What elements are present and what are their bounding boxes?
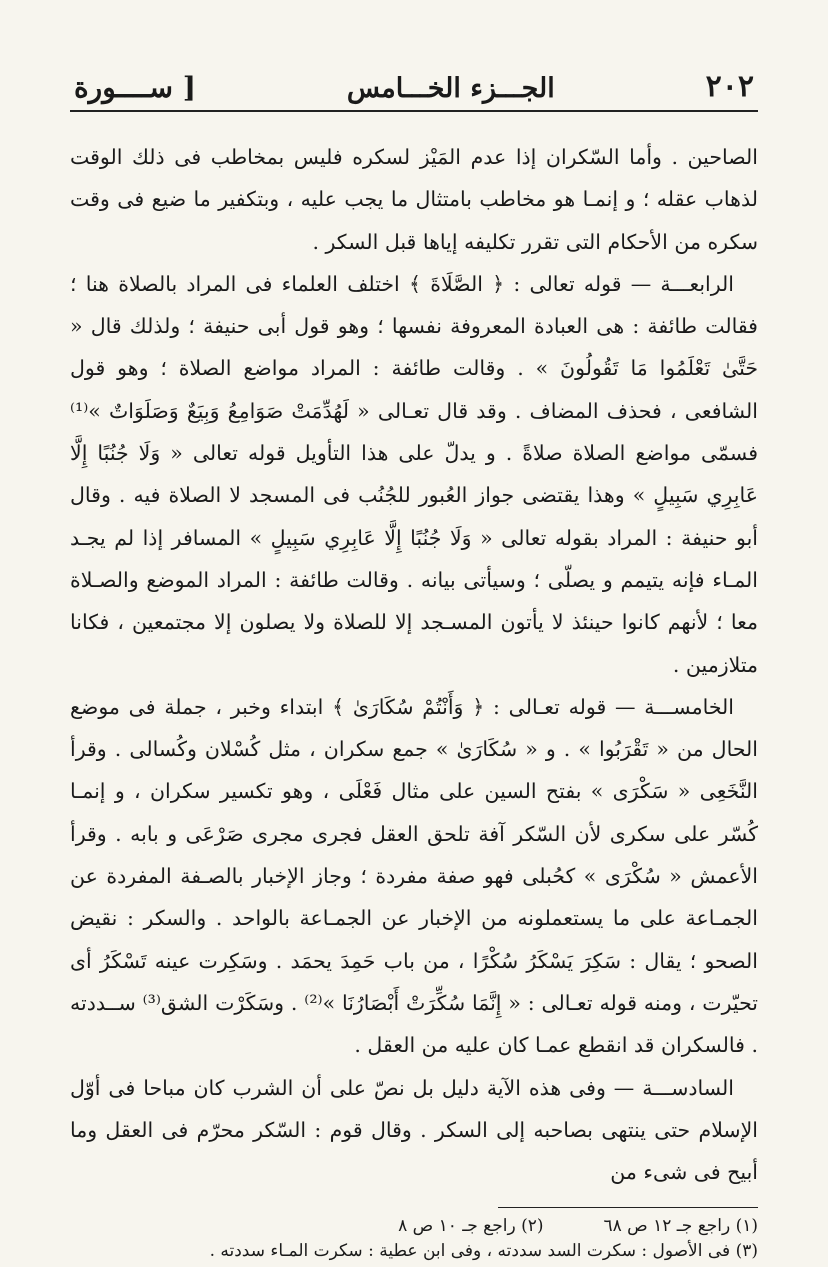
footnote-3: (٣) فى الأصول : سكرت السد سددته ، وفى ابن عطية : سكرت المـاء سددته . [209,1241,758,1262]
part-title: الجـــزء الخـــامس [346,73,555,104]
main-text [70,136,758,1193]
paragraph-1: الصاحين . وأما السّكران إذا عدم المَيْز لسكره فليس بمخاطب فى ذلك الوقت لذهاب عقله ؛ و إنمـا هو مخاطب بامتثال ما يجب عليه ، وبتكفير ما ضيع فى وقت سكره من الأحكام التى تقرر تكليفه إياها قبل السكر . [70,145,758,254]
footnotes [70,1214,758,1264]
header-rule [70,110,758,112]
page-header [70,52,758,104]
page-number: ٢٠٢ [705,69,754,104]
paragraph-4: السادســـة — وفى هذه الآية دليل بل نصّ على أن الشرب كان مباحا فى أوّل الإسلام حتى ينتهى بصاحبه إلى السكر . وقال قوم : السّكر محرّم فى العقل وما أبيح فى شىء من [70,1075,758,1185]
sura-label: [ ســــورة [74,71,196,104]
footnote-2: (٢) راجع جـ ١٠ ص ٨ [398,1216,544,1237]
paragraph-3: الخامســـة — قوله تعـالى : ﴿ وَأَنْتُمْ سُكَارَىٰ ﴾ ابتداء وخبر ، جملة فى موضع الحال من « تَقْرَبُوا » . و « سُكَارَىٰ » جمع سكران ، مثل كُسْلان وكُسالى . وقرأ النَّخَعِى « سَكْرَى » بفتح السين على مثال فَعْلَى ، وهو تكسير سكران ، و إنمـا كُسّر على سكرى لأن السّكر آفة تلحق العقل فجرى مجرى صَرْعَى و بابه . وقرأ الأعمش « سُكْرَى » كحُبلى فهو صفة مفردة ؛ وجاز الإخبار بالصـفة المفردة عن الجمـاعة على ما يستعملونه من الإخبار عن الجمـاعة بالواحد . والسكر : نقيض الصحو ؛ يقال : سَكِرَ يَسْكَرُ سُكْرًا ، من باب حَمِدَ يحمَد . وسَكِرت عينه تَسْكَرُ أى تحيّرت ، ومنه قوله تعـالى : « إِنَّمَا سُكِّرَتْ أَبْصَارُنَا »⁽²⁾ . وسَكَرْت الشق⁽³⁾ ســددته . فالسكران قد انقطع عمـا كان عليه من العقل . [70,694,759,1058]
footnote-rule [498,1207,758,1208]
footnote-row [70,1214,758,1239]
footnote-1: (١) راجع جـ ١٢ ص ٦٨ [603,1216,758,1237]
paragraph-2: الرابعـــة — قوله تعالى : ﴿ الصَّلَاةَ ﴾ اختلف العلماء فى المراد بالصلاة هنا ؛ فقالت طائفة : هى العبادة المعروفة نفسها ؛ وهو قول أبى حنيفة ؛ ولذلك قال « حَتَّىٰ تَعْلَمُوا مَا تَقُولُونَ » . وقالت طائفة : المراد مواضع الصلاة ؛ وهو قول الشافعى ، فحذف المضاف . وقد قال تعـالى « لَهُدِّمَتْ صَوَامِعُ وَبِيَعٌ وَصَلَوَاتٌ »⁽¹⁾ فسمّى مواضع الصلاة صلاةً . و يدلّ على هذا التأويل قوله تعالى « وَلَا جُنُبًا إِلَّا عَابِرِي سَبِيلٍ » وهذا يقتضى جواز العُبور للجُنُب فى المسجد لا الصلاة فيه . وقال أبو حنيفة : المراد بقوله تعالى « وَلَا جُنُبًا إِلَّا عَابِرِي سَبِيلٍ » المسافر إذا لم يجـد المـاء فإنه يتيمم و يصلّى ؛ وسيأتى بيانه . وقالت طائفة : المراد الموضع والصـلاة معا ؛ لأنهم كانوا حينئذ لا يأتون المسـجد إلا للصلاة ولا يصلون إلا مجتمعين ، فكانا متلازمين . [70,271,758,677]
